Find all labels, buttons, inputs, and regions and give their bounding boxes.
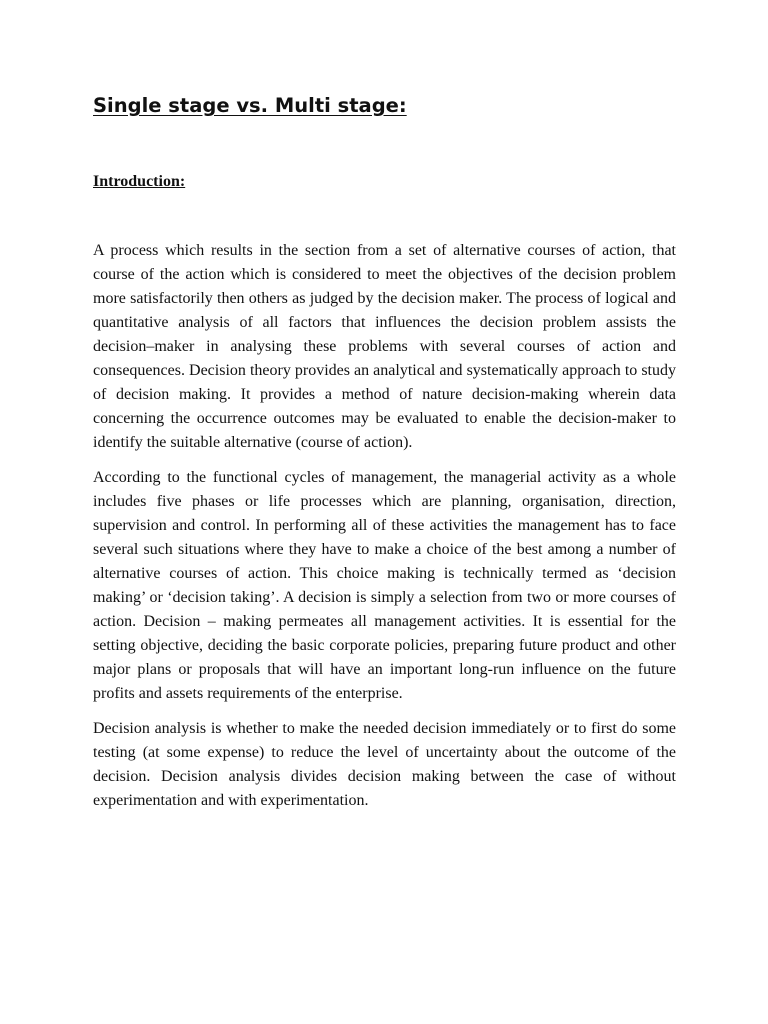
paragraph-decision-process: A process which results in the section from a set of alternative courses of action, that course of the action which is considered to meet the objectives of the decision problem more satisfactorily then others as judged by the decision maker. The process of logical and quantitative analysis of all factors that influences the decision problem assists the decision–maker in analysing these problems with several courses of action and consequences. Decision theory provides an analytical and systematically approach to study of decision making. It provides a method of nature decision-making wherein data concerning the occurrence outcomes may be evaluated to enable the decision-maker to identify the suitable alternative (course of action). xyxy=(93,242,676,451)
document-title: Single stage vs. Multi stage: xyxy=(93,94,407,117)
paragraph-decision-analysis: Decision analysis is whether to make the needed decision immediately or to first do some testing (at some expense) to reduce the level of uncertainty about the outcome of the decision. Decision analysis divides decision making between the case of without experimentation and with experimentation. xyxy=(93,720,676,809)
paragraph-management-cycles: According to the functional cycles of management, the managerial activity as a whole includes five phases or life processes which are planning, organisation, direction, supervision and control. In performing all of these activities the management has to face several such situations where they have to make a choice of the best among a number of alternative courses of action. This choice making is technically termed as ‘decision making’ or ‘decision taking’. A decision is simply a selection from two or more courses of action. Decision – making permeates all management activities. It is essential for the setting objective, deciding the basic corporate policies, preparing future product and other major plans or proposals that will have an important long-run influence on the future profits and assets requirements of the enterprise. xyxy=(93,469,676,702)
document-page xyxy=(93,92,676,809)
section-heading-introduction: Introduction: xyxy=(93,173,186,190)
document-body xyxy=(93,239,676,824)
